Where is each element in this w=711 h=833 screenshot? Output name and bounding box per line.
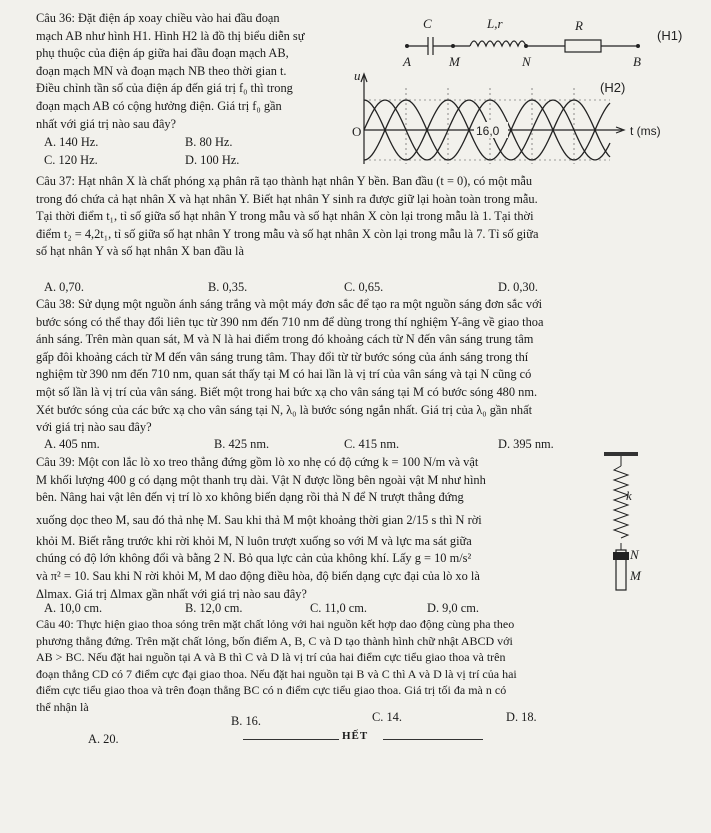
q36-line: phụ thuộc của điện áp giữa hai đầu đoạn mạch AB, <box>36 46 289 61</box>
q39-line: bên. Nâng hai vật lên đến vị trí lò xo không biến dạng rồi thả N để N trượt thẳng đứng <box>36 490 464 505</box>
q39-line: Δlmax. Giá trị Δlmax gần nhất với giá trị nào sau đây? <box>36 586 307 601</box>
q36-line: Điều chỉnh tần số của điện áp đến giá trị f₀ thì trong <box>36 81 293 96</box>
q38-line: Xét bước sóng của các bức xạ cho vân sáng tại N, λ₀ là bước sóng ngắn nhất. Giá trị của λ₀ gần nhất <box>36 402 533 417</box>
q39-line: khỏi M. Biết rằng trước khi rời khỏi M, N luôn trượt xuống so với M và lực ma sát giữa <box>36 533 472 548</box>
label-c: C <box>423 16 432 31</box>
label-t-ms: t (ms) <box>630 124 661 138</box>
q40-option-b: B. 16. <box>231 714 261 728</box>
q39-line: chúng có độ lớn không đổi và bằng 2 N. Bỏ qua lực cản của không khí. Lấy g = 10 m/s² <box>36 551 472 566</box>
q37-line: Tại thời điểm t₁, tỉ số giữa số hạt nhân Y trong mẫu và số hạt nhân X còn lại trong mẫu là 1. Tại thời <box>36 209 534 224</box>
q38-line: ánh sáng. Trên màn quan sát, M và N là hai điểm trong đó khoảng cách từ N đến vân sáng trung tâm <box>36 332 534 347</box>
circuit-diagram-h1 <box>395 10 695 72</box>
q37-line: trong đó chứa cả hạt nhân X và hạt nhân Y. Biết hạt nhân Y sinh ra được giữ lại hoàn toàn trong mẫu. <box>36 191 538 206</box>
label-n: N <box>630 547 639 562</box>
q38-line: nghiệm từ 390 nm đến 710 nm, quan sát thấy tại M có hai lần là vị trí của vân sáng và tại N cũng có <box>36 367 532 382</box>
label-m: M <box>449 54 460 69</box>
q40-option-c: C. 14. <box>372 710 402 724</box>
q36-line: đoạn mạch MN và đoạn mạch NB theo thời gian t. <box>36 63 287 78</box>
question-37 <box>36 173 684 261</box>
q38-option-a: A. 405 nm. <box>44 437 100 451</box>
q39-option-d: D. 9,0 cm. <box>427 601 479 615</box>
q36-option-c: C. 120 Hz. <box>44 153 98 167</box>
tag-h1: (H1) <box>657 28 683 43</box>
label-n: N <box>522 54 531 69</box>
q40-line: AB > BC. Nếu đặt hai nguồn tại A và B thì C và D là vị trí của hai điểm cực tiểu giao thoa và trên <box>36 650 506 664</box>
q40-option-d: D. 18. <box>506 710 537 724</box>
q38-line: gấp đôi khoảng cách từ M đến vân sáng trung tâm. Thay đổi từ từ bước sóng của ánh sáng trong thí <box>36 349 529 364</box>
q38-option-b: B. 425 nm. <box>214 437 270 451</box>
q37-line: điểm t₂ = 4,2t₁, tỉ số giữa số hạt nhân Y trong mẫu và số hạt nhân X còn lại trong mẫu là 7. Tỉ số giữa <box>36 226 539 241</box>
label-b: B <box>633 54 641 69</box>
q39-option-c: C. 11,0 cm. <box>310 601 368 615</box>
label-u: u <box>354 70 361 83</box>
q39-option-a: A. 10,0 cm. <box>44 601 103 615</box>
q36-option-a: A. 140 Hz. <box>44 135 99 149</box>
q36-line: mạch AB như hình H1. Hình H2 là đồ thị biểu diễn sự <box>36 28 305 43</box>
label-origin: O <box>352 124 362 139</box>
q38-line: với giá trị nào sau đây? <box>36 420 152 435</box>
q37-option-b: B. 0,35. <box>208 280 248 294</box>
q36-line: Câu 36: Đặt điện áp xoay chiều vào hai đầu đoạn <box>36 11 280 25</box>
question-40 <box>36 616 696 715</box>
q39-line: M khối lượng 400 g có dạng một thanh trụ dài. Vật N được lồng bên ngoài vật M như hình <box>36 472 486 487</box>
label-k: k <box>626 488 632 503</box>
q37-option-a: A. 0,70. <box>44 280 84 294</box>
q37-option-d: D. 0,30. <box>498 280 538 294</box>
q37-option-c: C. 0,65. <box>344 280 384 294</box>
q36-option-d: D. 100 Hz. <box>185 153 240 167</box>
q38-line: một số lần là vị trí của vân sáng. Biết một trong hai bức xạ cho vân sáng tại M có bước sóng 480 nm. <box>36 384 538 399</box>
label-r: R <box>575 18 583 33</box>
q40-option-a: A. 20. <box>88 732 119 746</box>
q38-line: Câu 38: Sử dụng một nguồn ánh sáng trắng và một máy đơn sắc để tạo ra một nguồn sáng đơn sắc với <box>36 297 543 311</box>
end-divider-left <box>243 739 339 740</box>
voltage-graph-h2 <box>352 70 697 170</box>
q37-line: số hạt nhân Y và số hạt nhân X ban đầu là <box>36 244 244 259</box>
q40-line: phương thẳng đứng. Trên mặt chất lỏng, bốn điểm A, B, C và D tạo thành hình chữ nhật ABCD với <box>36 633 513 648</box>
q40-line: đoạn thẳng CD có 7 điểm cực đại giao thoa. Nếu đặt hai nguồn tại B và C thì A và D là vị trí của hai <box>36 666 517 681</box>
label-a: A <box>403 54 411 69</box>
tag-h2: (H2) <box>600 80 626 95</box>
q36-option-b: B. 80 Hz. <box>185 135 233 149</box>
question-39 <box>36 454 611 603</box>
q39-line: Câu 39: Một con lắc lò xo treo thẳng đứng gồm lò xo nhẹ có độ cứng k = 100 N/m và vật <box>36 455 479 469</box>
q40-line: thể nhận là <box>36 699 89 714</box>
end-marker: HẾT <box>342 730 369 742</box>
q39-option-b: B. 12,0 cm. <box>185 601 243 615</box>
label-lr: L,r <box>487 16 503 31</box>
q39-line: xuống dọc theo M, sau đó thả nhẹ M. Sau khi thả M một khoảng thời gian 2/15 s thì N rời <box>36 512 482 527</box>
question-36 <box>36 10 356 133</box>
question-38 <box>36 296 684 437</box>
q38-line: bước sóng có thể thay đổi liên tục từ 390 nm đến 710 nm để dùng trong thí nghiệm Y-âng về giao thoa <box>36 314 544 329</box>
q36-line: đoạn mạch AB có cộng hưởng điện. Giá trị f₀ gần <box>36 98 282 113</box>
label-m: M <box>630 568 641 583</box>
spring-mass-figure <box>598 452 648 592</box>
q40-line: Câu 40: Thực hiện giao thoa sóng trên mặt chất lỏng với hai nguồn kết hợp dao động cùng pha theo <box>36 617 515 631</box>
q38-option-c: C. 415 nm. <box>344 437 400 451</box>
q39-line: và π² = 10. Sau khi N rời khỏi M, M dao động điều hòa, độ biến dạng cực đại của lò xo là <box>36 568 480 583</box>
q40-line: điểm cực tiểu giao thoa và trên đoạn thẳng BC có n điểm cực tiểu giao thoa. Giá trị tối đa mà n có <box>36 683 507 697</box>
label-16ms: 16,0 <box>476 124 500 138</box>
q38-option-d: D. 395 nm. <box>498 437 554 451</box>
q36-line: nhất với giá trị nào sau đây? <box>36 116 177 131</box>
q37-line: Câu 37: Hạt nhân X là chất phóng xạ phân rã tạo thành hạt nhân Y bền. Ban đầu (t = 0), có một mẫu <box>36 174 533 188</box>
end-divider-right <box>383 739 483 740</box>
